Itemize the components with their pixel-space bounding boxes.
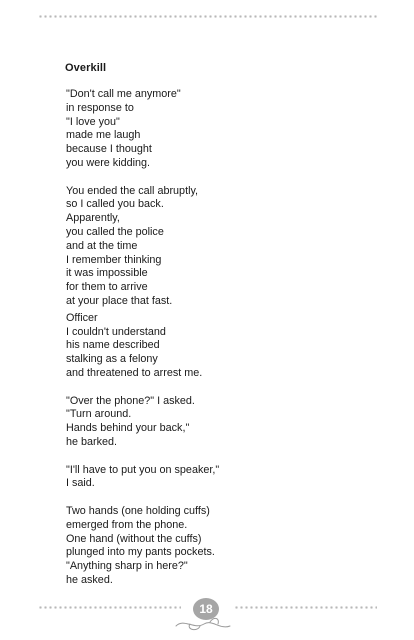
poem-line: "Turn around. <box>66 408 132 421</box>
poem-line: Officer <box>66 311 98 324</box>
footer-dotted-rule-left <box>38 606 181 609</box>
poem-line: you were kidding. <box>66 156 151 169</box>
poem-line: One hand (without the cuffs) <box>66 532 202 545</box>
page-number-badge: 18 <box>193 598 219 620</box>
poem-line: You ended the call abruptly, <box>66 184 199 197</box>
stanza <box>66 505 366 588</box>
poem-line: I said. <box>66 477 95 490</box>
poem-line: it was impossible <box>66 267 148 280</box>
poem-line: and at the time <box>66 239 138 252</box>
poem-line: I remember thinking <box>66 253 162 266</box>
poem-line: "Don't call me anymore" <box>66 88 181 100</box>
poem-line: in response to <box>66 101 134 114</box>
poem-line: I couldn't understand <box>66 325 166 338</box>
poem-line: and threatened to arrest me. <box>66 366 203 379</box>
top-dotted-rule <box>38 15 377 18</box>
poem-line: Hands behind your back," <box>66 422 190 435</box>
poem-body <box>66 88 366 588</box>
stanza <box>66 88 366 171</box>
poem-line: his name described <box>66 339 160 352</box>
stanza <box>66 395 366 450</box>
poem-line: at your place that fast. <box>66 294 173 307</box>
poem-line: stalking as a felony <box>66 353 158 366</box>
footer-dotted-rule-right <box>234 606 377 609</box>
poem-line: "Over the phone?" I asked. <box>66 394 195 407</box>
poem-line: "Anything sharp in here?" <box>66 560 188 573</box>
poem-title: Overkill <box>65 62 107 74</box>
poem-line: for them to arrive <box>66 281 148 294</box>
poem-line: made me laugh <box>66 129 141 142</box>
stanza <box>66 464 366 492</box>
stanza <box>66 185 366 309</box>
poem-line: so I called you back. <box>66 198 164 211</box>
poem-line: because I thought <box>66 143 152 156</box>
poem-line: "I love you" <box>66 115 120 128</box>
page-footer <box>0 594 414 634</box>
poem-line: Apparently, <box>66 212 120 225</box>
poem-line: you called the police <box>66 225 164 238</box>
stanza <box>66 312 366 381</box>
poem-line: plunged into my pants pockets. <box>66 546 215 559</box>
poem-line: "I'll have to put you on speaker," <box>66 463 220 476</box>
poem-line: he asked. <box>66 573 113 586</box>
poem-line: Two hands (one holding cuffs) <box>66 504 210 517</box>
poem-line: he barked. <box>66 435 118 448</box>
poem-line: emerged from the phone. <box>66 518 188 531</box>
